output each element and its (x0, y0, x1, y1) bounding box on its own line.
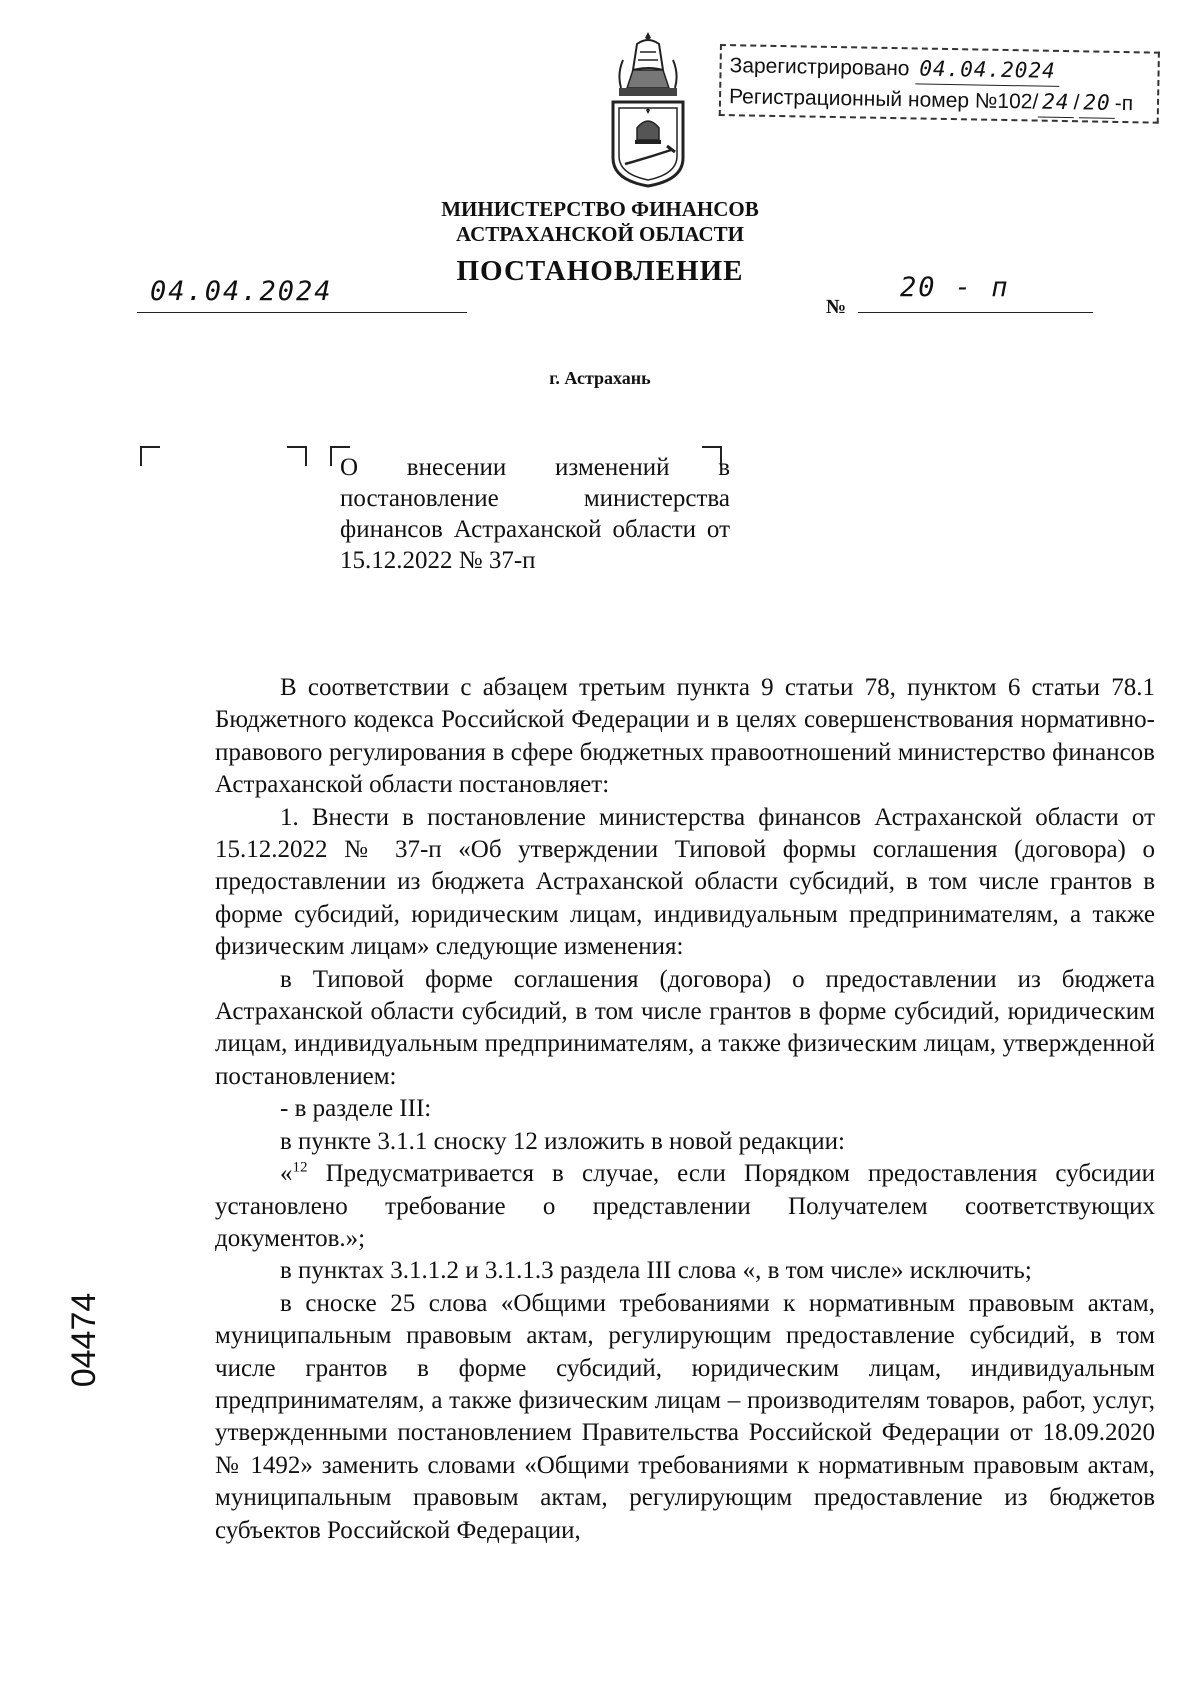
ministry-name (300, 197, 900, 247)
ministry-line-2: АСТРАХАНСКОЙ ОБЛАСТИ (455, 222, 745, 246)
stamp-registered-date: 04.04.2024 (915, 53, 1060, 87)
ministry-line-1: МИНИСТЕРСТВО ФИНАНСОВ (441, 197, 759, 221)
body-paragraph-4: - в разделе III: (280, 1095, 432, 1123)
document-type-title: ПОСТАНОВЛЕНИЕ (456, 255, 744, 287)
body-paragraph-2: 1. Внести в постановление министерства финансов Астраханской области от 15.12.2022 № 37-п «Об утверждении Типовой формы соглашения (договора) о предоставлении из бюджета Астраханской области субсидий, в том числе грантов в форме субсидий, юридическим лицам, индивидуальным предпринимателям, а также физическим лицам» следующие изменения: (215, 803, 1155, 961)
document-subject: О внесении изменений в постановление министерства финансов Астраханской области от 15.12.2022 № 37-п (340, 454, 730, 574)
stamp-regnum-suffix: -п (1114, 91, 1134, 116)
body-paragraph-1: В соответствии с абзацем третьим пункта 9 статьи 78, пунктом 6 статьи 78.1 Бюджетного кодекса Российской Федерации и в целях совершенствования нормативно-правового регулирования в сфере бюджетных правоотношений министерство финансов Астраханской области постановляет: (215, 674, 1155, 799)
body-paragraph-6 (215, 1158, 1155, 1255)
city-name: г. Астрахань (549, 368, 651, 388)
document-number: 20 - п (900, 272, 1010, 303)
document-date: 04.04.2024 (150, 276, 333, 307)
stamp-regnum-sep: / (1073, 91, 1080, 115)
margin-serial-number: 04474 (65, 1292, 103, 1388)
coat-of-arms-emblem (607, 30, 689, 190)
date-underline (137, 312, 467, 313)
number-underline (858, 312, 1093, 313)
registration-stamp (719, 44, 1160, 124)
body-paragraph-3: в Типовой форме соглашения (договора) о предоставлении из бюджета Астраханской области субсидий, в том числе грантов в форме субсидий, юридическим лицам, индивидуальным предпринимателям, а также физическим лицам, утвержденной постановлением: (215, 965, 1155, 1090)
number-sign: № (826, 296, 847, 318)
document-body (215, 672, 1155, 1547)
stamp-regnum-label: Регистрационный номер №102/ (728, 85, 1039, 114)
quote-open: « (280, 1160, 293, 1188)
stamp-regnum-line (729, 81, 1149, 119)
footnote-text: Предусматривается в случае, если Порядком предоставления субсидии установлено требование о представлении Получателем соответствующих документов.»; (215, 1160, 1155, 1252)
body-paragraph-7: в пунктах 3.1.1.2 и 3.1.1.3 раздела III слова «, в том числе» исключить; (280, 1257, 1032, 1285)
body-paragraph-5: в пункте 3.1.1 сноску 12 изложить в новой редакции: (280, 1127, 845, 1155)
footnote-number: 12 (292, 1159, 308, 1176)
stamp-registered-label: Зарегистрировано (729, 54, 910, 81)
stamp-regnum-part1: 24 (1038, 87, 1074, 119)
body-paragraph-8: в сноске 25 слова «Общими требованиями к нормативным правовым актам, муниципальным правовым актам, регулирующим предоставление субсидий, в том числе грантов в форме субсидий, юридическим лицам, индивидуальным предпринимателям, а также физическим лицам – производителям товаров, работ, услуг, утвержденными постановлением Правительства Российской Федерации от 18.09.2020 № 1492» заменить словами «Общими требованиями к нормативным правовым актам, муниципальным правовым актам, регулирующим предоставление из бюджетов субъектов Российской Федерации, (215, 1289, 1155, 1544)
stamp-regnum-part2: 20 (1079, 87, 1115, 119)
corner-bracket-left-open (140, 446, 160, 466)
corner-bracket-left-close (287, 446, 307, 466)
